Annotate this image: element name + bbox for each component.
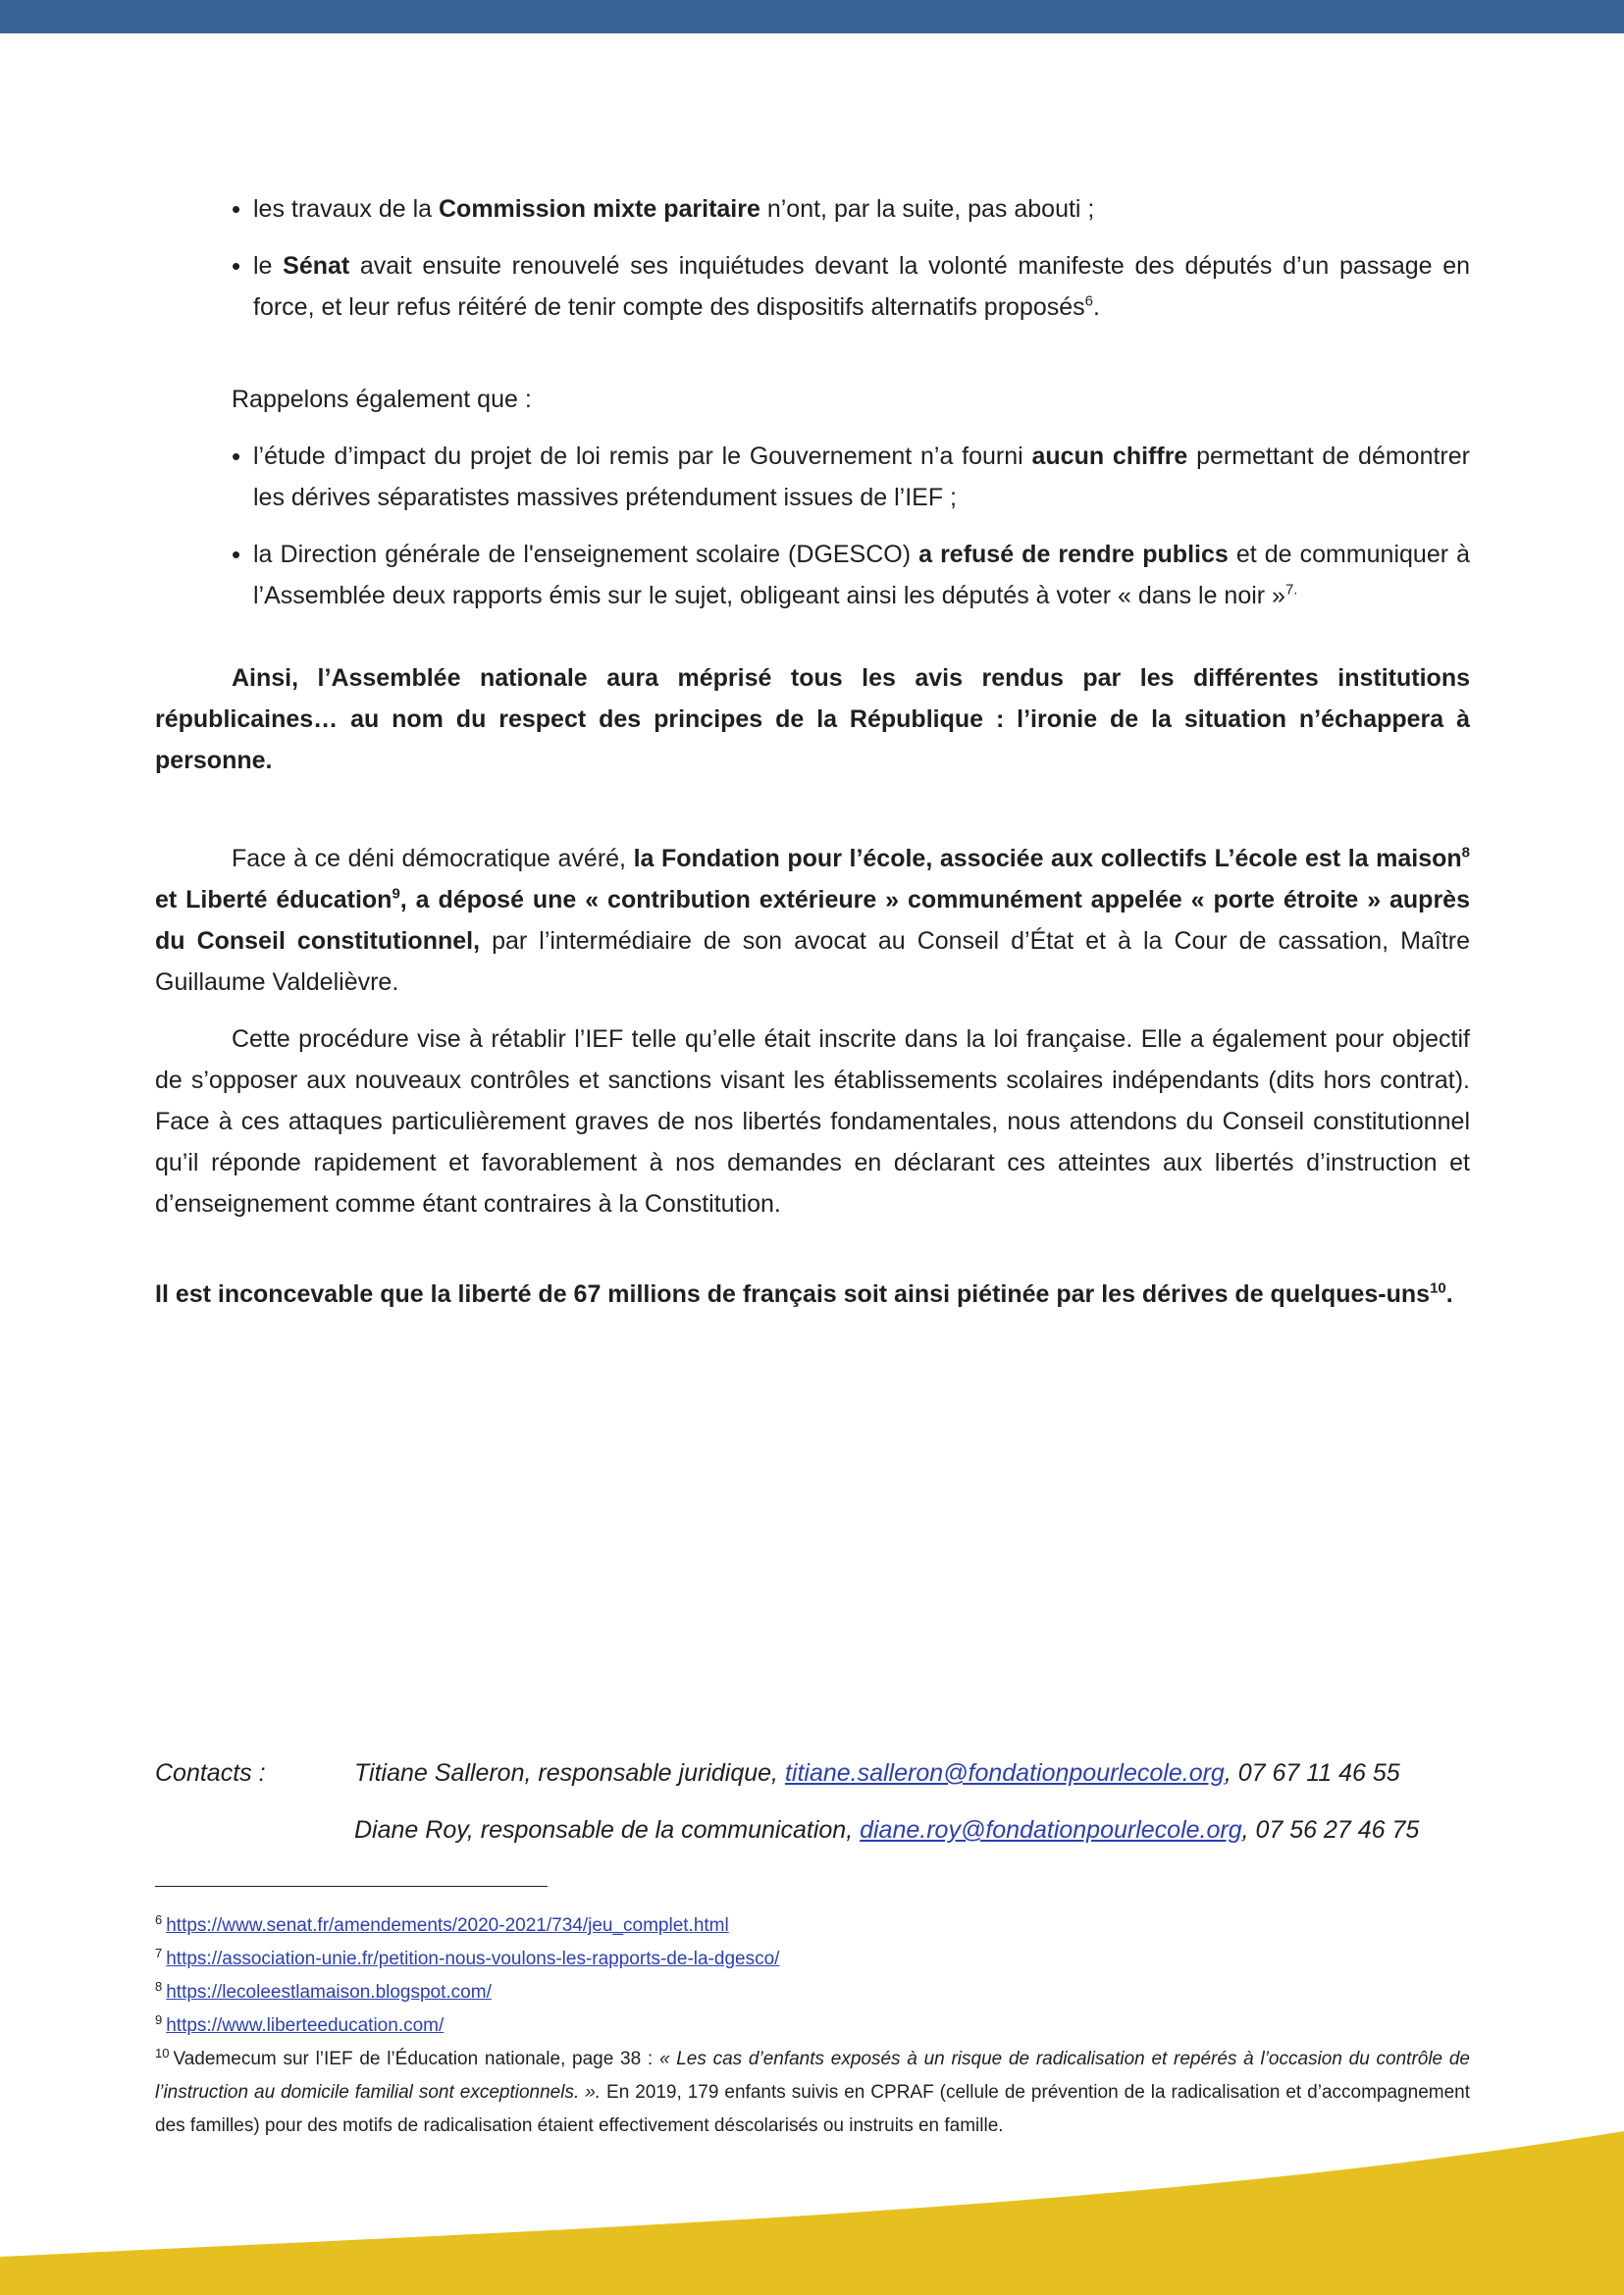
conclusion-paragraph [155,1274,1470,1315]
document-body [155,188,1470,1315]
contact-row [155,1809,1470,1866]
text: par l’intermédiaire de son avocat au Conseil d’État et à la Cour de cassation, Maître Guillaume Valdelièvre. [155,927,1470,996]
footnote-ref: 9 [392,885,400,903]
text: Il est inconcevable que la liberté de 67 millions de français soit ainsi piétinée par les dérives de quelques-uns [155,1280,1431,1308]
footnote [155,1909,1470,1943]
text: Vademecum sur l’IEF de l’Éducation nationale, page 38 : [173,2049,659,2069]
footnote-link[interactable]: https://association-unie.fr/petition-nous-voulons-les-rapports-de-la-dgesco/ [166,1949,780,1969]
footer-wave [0,2110,1624,2295]
footnote-ref: 10 [1430,1279,1446,1297]
text: le [253,252,284,280]
text: n’ont, par la suite, pas abouti ; [760,195,1095,223]
text: Titiane Salleron, responsable juridique, [354,1759,785,1787]
text: l’étude d’impact du projet de loi remis par le Gouvernement n’a fourni [253,443,1032,470]
text: la Direction générale de l'enseignement scolaire (DGESCO) [253,541,919,568]
footnote-link[interactable]: https://www.liberteeducation.com/ [166,2015,445,2036]
list-item [253,245,1470,328]
text: Face à ce déni démocratique avéré, [232,845,634,872]
footnote-number: 6 [155,1911,163,1927]
contact-row [155,1752,1470,1809]
email-link[interactable]: titiane.salleron@fondationpourlecole.org [784,1759,1225,1787]
text: les travaux de la [253,195,439,223]
footnote-number: 8 [155,1978,163,1994]
text: En 2019, 179 enfants suivis en CPRAF (cellule de prévention de la radicalisation et d’accompagnement des familles) pour des motifs de radicalisation étaient effectivement déscolarisés ou instruits en famille. [155,2082,1470,2136]
bold-text: Sénat [283,252,350,280]
footnote-number: 7 [155,1945,163,1960]
footnote [155,1943,1470,1976]
face-paragraph [155,838,1470,1003]
bold-text: , a déposé une « contribution extérieure » communément appelée « porte étroite » auprès du Conseil constitutionnel, [155,886,1470,955]
footnote-ref: 8 [1461,844,1471,861]
footnote-separator [155,1886,548,1887]
quote-text: « Les cas d’enfants exposés à un risque de radicalisation et repérés à l’occasion du contrôle de l’instruction au domicile familial sont exceptionnels. ». [155,2049,1471,2103]
email-link[interactable]: diane.roy@fondationpourlecole.org [860,1816,1242,1844]
footnotes [155,1909,1470,2143]
text: avait ensuite renouvelé ses inquiétudes devant la volonté manifeste des députés d’un passage en force, et leur refus réitéré de tenir compte des dispositifs alternatifs proposés [253,252,1471,321]
text: , 07 67 11 46 55 [1224,1759,1400,1787]
footnote [155,2009,1470,2043]
text: . [1445,1280,1453,1308]
contacts-block [155,1752,1470,1866]
bold-text: Commission mixte paritaire [439,195,760,223]
footnote-link[interactable]: https://lecoleestlamaison.blogspot.com/ [166,1982,492,2003]
contact-entry [354,1752,1400,1794]
list-item [253,188,1470,230]
footnote-ref: 7. [1284,581,1298,599]
bold-text: et Liberté éducation [155,886,393,913]
text: et de communiquer à l’Assemblée deux rapports émis sur le sujet, obligeant ainsi les députés à voter « dans le noir » [253,541,1471,609]
text: permettant de démontrer les dérives séparatistes massives prétendument issues de l’IEF ; [253,443,1470,511]
bold-text: a refusé de rendre publics [918,541,1229,568]
footnote-number: 9 [155,2011,163,2027]
ainsi-paragraph: Ainsi, l’Assemblée nationale aura méprisé tous les avis rendus par les différentes institutions républicaines… au nom du respect des principes de la République : l’ironie de la situation n’échappera à personne. [155,664,1470,774]
text: , 07 56 27 46 75 [1241,1816,1420,1844]
text: . [1092,293,1100,321]
bullet-list-2 [155,436,1470,616]
header-bar [0,0,1624,33]
footnote-link[interactable]: https://www.senat.fr/amendements/2020-2021/734/jeu_complet.html [166,1915,729,1936]
procedure-paragraph: Cette procédure vise à rétablir l’IEF telle qu’elle était inscrite dans la loi française. Elle a également pour objectif de s’opposer aux nouveaux contrôles et sanctions visant les établissements scolaires indépendants (dits hors contrat). Face à ces attaques particulièrement graves de nos libertés fondamentales, nous attendons du Conseil constitutionnel qu’il réponde rapidement et favorablement à nos demandes en déclarant ces atteintes aux libertés d’instruction et d’enseignement comme étant contraires à la Constitution. [155,1025,1470,1218]
bullet-list-1 [155,188,1470,328]
footnote [155,1976,1470,2009]
intro-line: Rappelons également que : [232,386,532,413]
list-item [253,436,1470,518]
list-item [253,534,1470,616]
footnote-number: 10 [155,2045,170,2060]
text: Diane Roy, responsable de la communication, [354,1816,861,1844]
contact-entry [354,1809,1419,1851]
footnote-ref: 6 [1084,292,1093,310]
contacts-label: Contacts : [155,1759,266,1787]
bold-text: aucun chiffre [1031,443,1188,470]
bold-text: la Fondation pour l’école, associée aux collectifs L’école est la maison [633,845,1462,872]
